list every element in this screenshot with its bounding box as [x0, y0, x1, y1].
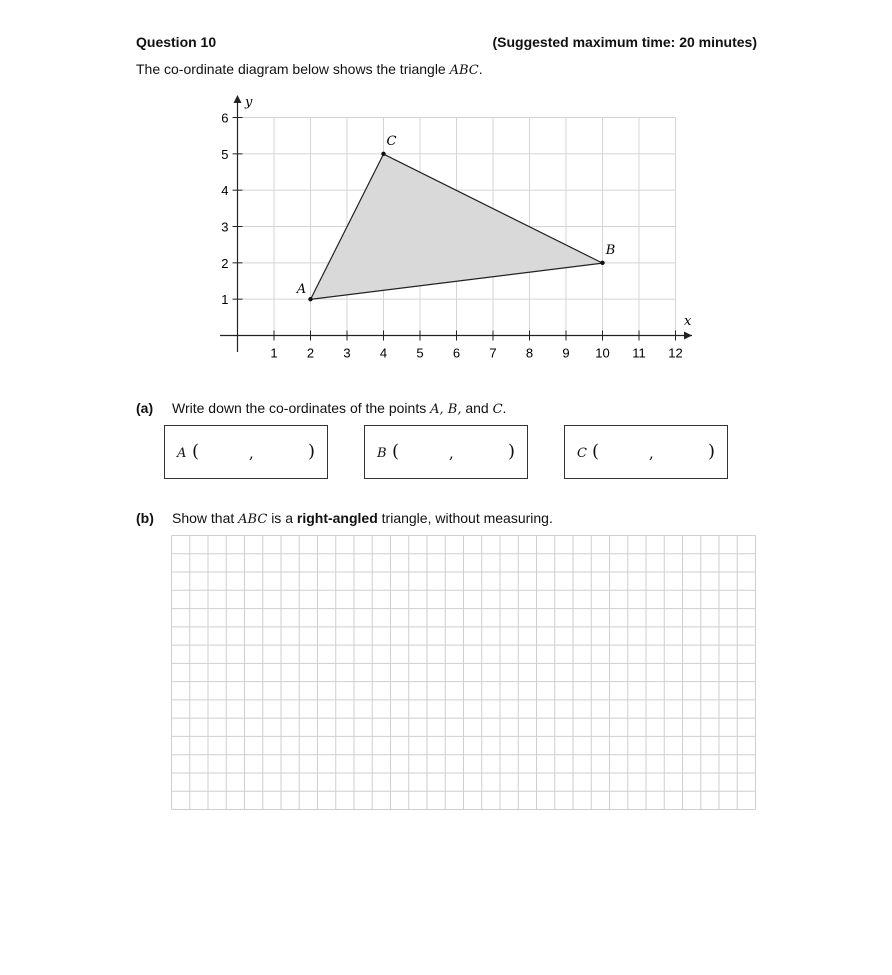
answer-box-c[interactable]: [564, 425, 728, 479]
y-axis-label: y: [245, 95, 253, 110]
y-tick-label: 4: [221, 183, 229, 199]
x-tick-label: 3: [343, 345, 351, 361]
answer-box-b-point: B: [377, 446, 387, 461]
point-label-a: A: [296, 282, 307, 298]
answer-box-c-close: ): [708, 441, 716, 462]
intro-math: ABC: [449, 63, 479, 78]
part-a-math-points: A, B,: [430, 402, 462, 417]
x-tick-label: 12: [668, 345, 683, 361]
point-label-c: C: [386, 133, 397, 149]
part-a-label: (a): [136, 400, 154, 416]
x-tick-label: 6: [452, 345, 461, 361]
answer-box-c-point: C: [577, 446, 587, 461]
part-a-text: [172, 400, 506, 417]
part-b-mid: is a: [271, 510, 293, 526]
x-tick-label: 9: [562, 345, 570, 361]
x-tick-label: 4: [379, 345, 388, 361]
y-tick-label: 3: [221, 219, 229, 235]
y-axis-arrow: [234, 95, 242, 103]
point-b: [600, 261, 604, 265]
y-tick-label: 5: [221, 146, 229, 162]
part-a-end: .: [502, 400, 507, 416]
part-a-and: and: [465, 400, 489, 416]
y-tick-label: 6: [221, 110, 229, 126]
part-b-before: Show that: [172, 510, 235, 526]
x-tick-label: 2: [306, 345, 315, 361]
answer-box-b-open: (: [392, 441, 400, 462]
part-b-math: ABC: [238, 512, 268, 527]
answer-box-c-open: (: [592, 441, 600, 462]
x-axis-label: x: [684, 314, 692, 329]
question-title: Question 10: [136, 34, 217, 50]
answer-box-c-comma: ,: [649, 444, 654, 462]
coordinate-diagram: [0, 0, 892, 400]
part-a-instruction: Write down the co-ordinates of the points: [172, 400, 427, 416]
point-label-b: B: [605, 242, 616, 258]
x-axis-arrow: [684, 332, 692, 340]
point-c: [381, 152, 385, 156]
x-tick-label: 1: [270, 345, 278, 361]
y-tick-label: 2: [221, 255, 229, 271]
x-tick-label: 5: [416, 345, 424, 361]
intro-text: The co-ordinate diagram below shows the triangle: [136, 61, 446, 77]
answer-grid[interactable]: [171, 535, 756, 810]
part-b-label: (b): [136, 510, 154, 526]
y-tick-label: 1: [221, 292, 229, 308]
answer-box-a[interactable]: [164, 425, 328, 479]
intro-end: .: [478, 61, 483, 77]
answer-box-b-comma: ,: [449, 444, 454, 462]
answer-box-b[interactable]: [364, 425, 528, 479]
x-tick-label: 10: [595, 345, 610, 361]
part-b-bold: right-angled: [296, 510, 378, 526]
answer-box-a-comma: ,: [249, 444, 254, 462]
answer-box-a-close: ): [308, 441, 316, 462]
point-a: [308, 297, 312, 301]
part-b-after: triangle, without measuring.: [381, 510, 553, 526]
answer-box-b-close: ): [508, 441, 516, 462]
answer-box-a-point: A: [177, 446, 187, 461]
x-tick-label: 8: [525, 345, 534, 361]
suggested-time: (Suggested maximum time: 20 minutes): [492, 34, 757, 50]
answer-box-a-open: (: [192, 441, 200, 462]
part-a-math-last: C: [492, 402, 503, 417]
part-b-text: [172, 510, 553, 527]
x-tick-label: 7: [489, 345, 497, 361]
x-tick-label: 11: [632, 345, 646, 361]
